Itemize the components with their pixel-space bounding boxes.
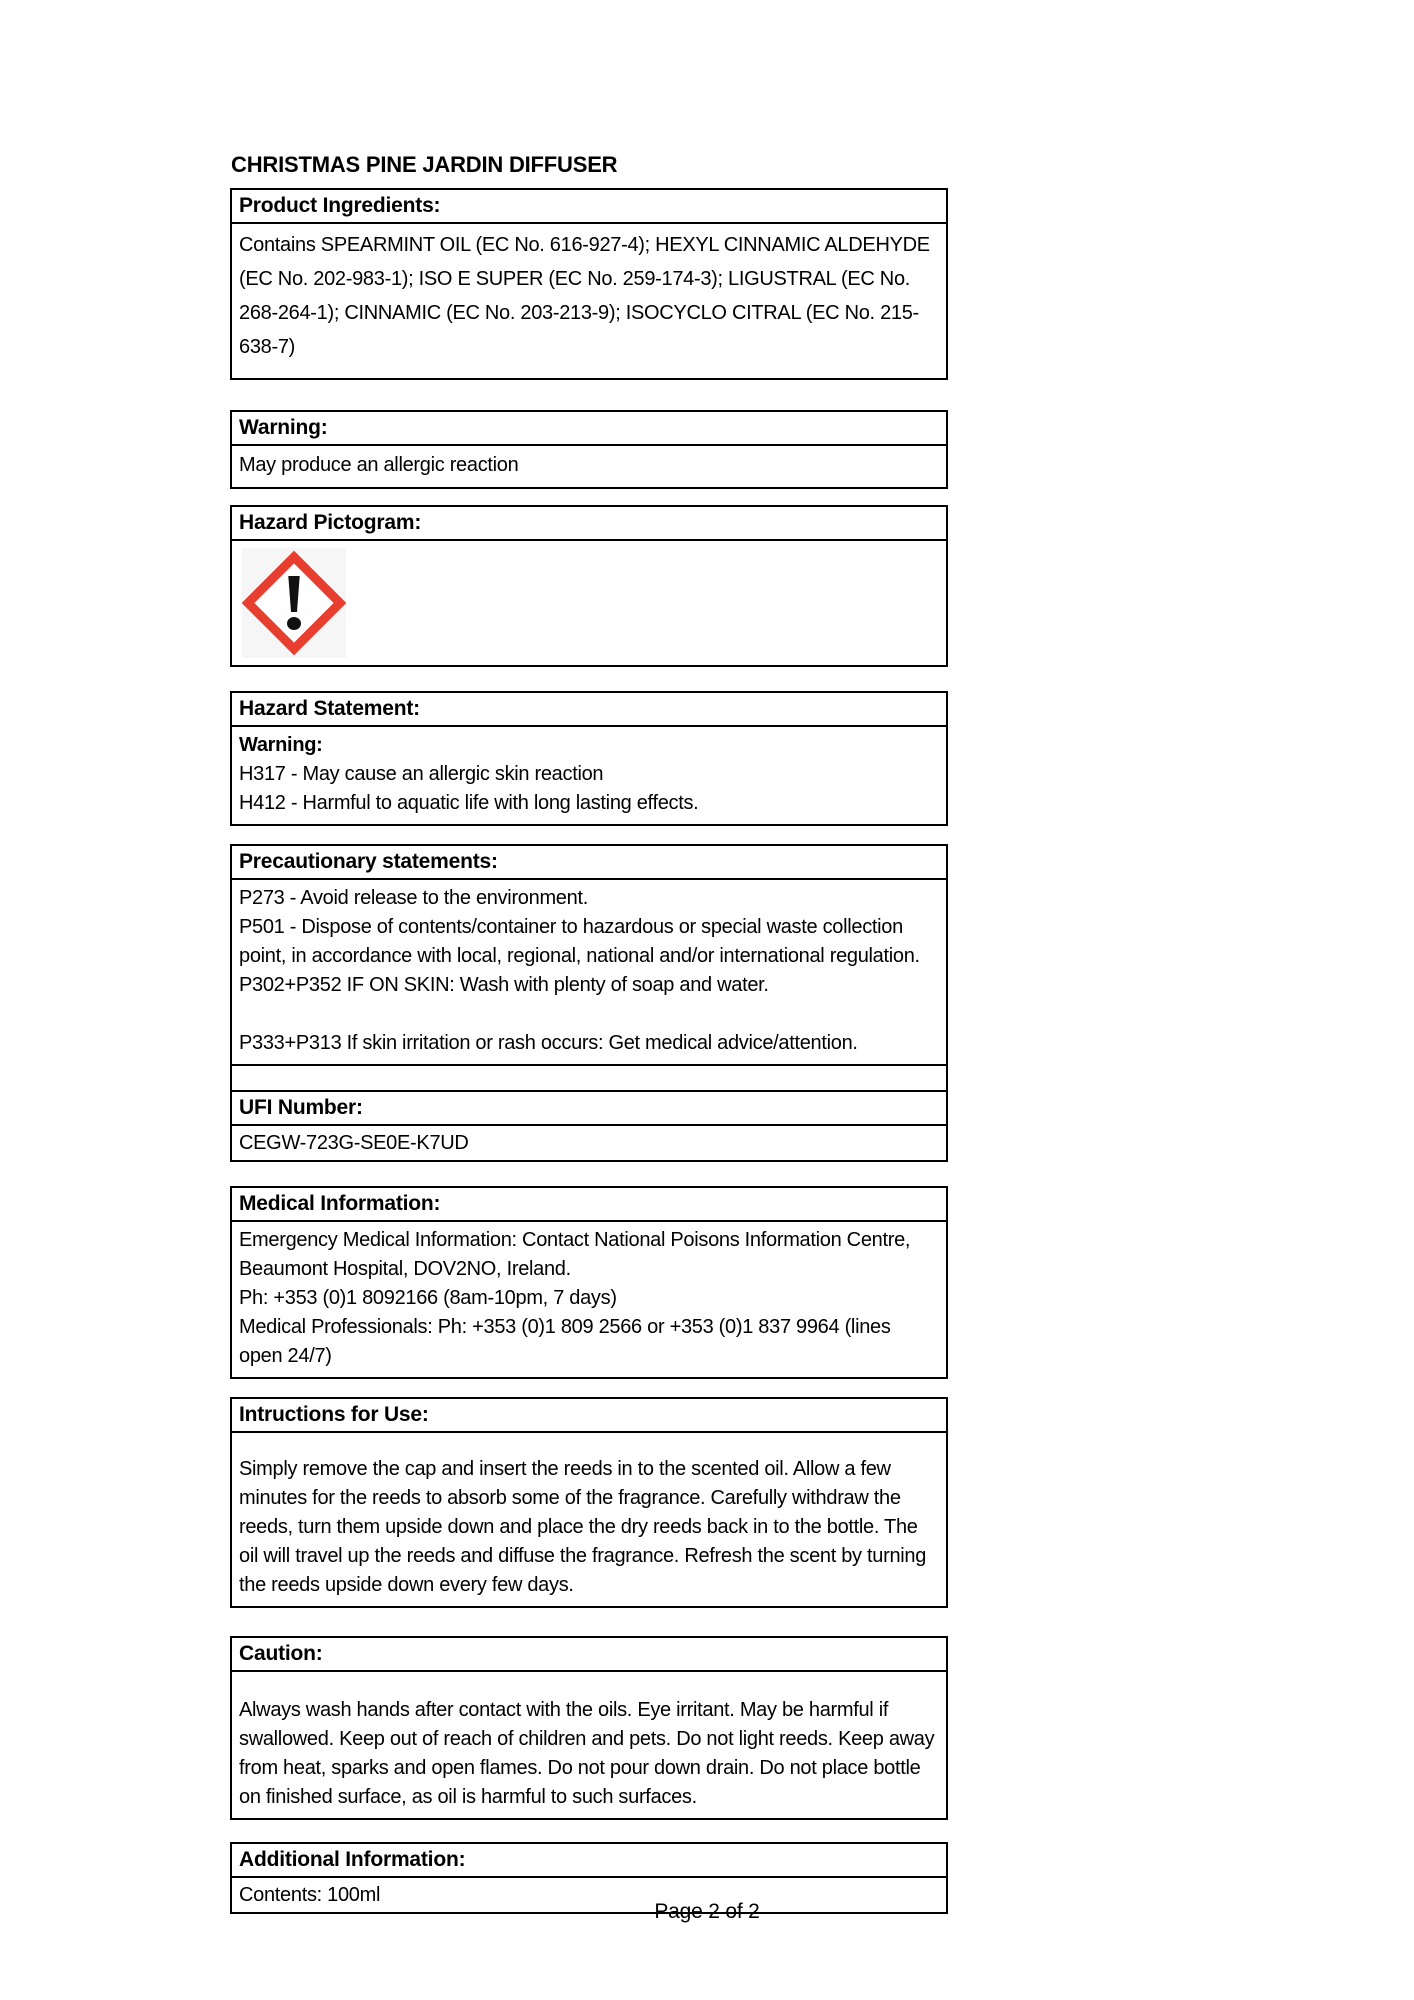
hazard-pictogram-body <box>232 541 946 665</box>
precautionary-blank-line <box>239 1000 939 1029</box>
product-ingredients-section <box>230 188 948 380</box>
warning-header: Warning: <box>232 412 946 446</box>
precautionary-line-p333-p313: P333+P313 If skin irritation or rash occurs: Get medical advice/attention. <box>239 1032 858 1054</box>
content-column <box>230 150 948 1914</box>
medical-information-section <box>230 1186 948 1379</box>
medical-information-header: Medical Information: <box>232 1188 946 1222</box>
hazard-statement-body <box>232 727 946 824</box>
hazard-statement-header: Hazard Statement: <box>232 693 946 727</box>
hazard-signal-word: Warning: <box>239 734 323 756</box>
page-number: Page 2 of 2 <box>654 1900 760 1923</box>
caution-section <box>230 1636 948 1820</box>
caution-header: Caution: <box>232 1638 946 1672</box>
additional-information-value: Contents: 100ml <box>239 1884 381 1906</box>
medical-line-professionals: Medical Professionals: Ph: +353 (0)1 809 2566 or +353 (0)1 837 9964 (lines open 24/7) <box>239 1316 891 1367</box>
precautionary-header: Precautionary statements: <box>232 846 946 880</box>
warning-section <box>230 410 948 489</box>
instructions-section <box>230 1397 948 1608</box>
instructions-body: Simply remove the cap and insert the reeds in to the scented oil. Allow a few minutes for the reeds to absorb some of the fragrance. Carefully withdraw the reeds, turn them upside down and place the dry reeds back in to the bottle. The oil will travel up the reeds and diffuse the fragrance. Refresh the scent by turning the reeds upside down every few days. <box>239 1458 927 1596</box>
additional-information-header: Additional Information: <box>232 1844 946 1878</box>
ufi-number-header: UFI Number: <box>232 1090 946 1124</box>
precautionary-ufi-section <box>230 844 948 1162</box>
precautionary-body <box>232 880 946 1064</box>
product-ingredients-body: Contains SPEARMINT OIL (EC No. 616-927-4); HEXYL CINNAMIC ALDEHYDE (EC No. 202-983-1); ISO E SUPER (EC No. 259-174-3); LIGUSTRAL (EC No. 268-264-1); CINNAMIC (EC No. 203-213-9); ISOCYCLO CITRAL (EC No. 215-638-7) <box>239 234 930 358</box>
empty-spacer-row <box>232 1064 946 1090</box>
medical-information-body <box>232 1222 946 1377</box>
precautionary-line-p273: P273 - Avoid release to the environment. <box>239 887 588 909</box>
product-ingredients-header: Product Ingredients: <box>232 190 946 224</box>
hazard-statement-section <box>230 691 948 826</box>
ghs07-exclamation-pictogram-icon <box>242 548 346 658</box>
hazard-line-h412: H412 - Harmful to aquatic life with long lasting effects. <box>239 792 699 814</box>
precautionary-line-p501: P501 - Dispose of contents/container to hazardous or special waste collection point, in accordance with local, regional, national and/or international regulation. <box>239 916 920 967</box>
page-title: CHRISTMAS PINE JARDIN DIFFUSER <box>231 152 618 177</box>
medical-line-emergency: Emergency Medical Information: Contact National Poisons Information Centre, Beaumont Hospital, DOV2NO, Ireland. <box>239 1229 911 1280</box>
hazard-line-h317: H317 - May cause an allergic skin reaction <box>239 763 604 785</box>
instructions-header: Intructions for Use: <box>232 1399 946 1433</box>
hazard-pictogram-header: Hazard Pictogram: <box>232 507 946 541</box>
hazard-pictogram-section <box>230 505 948 667</box>
precautionary-line-p302-p352: P302+P352 IF ON SKIN: Wash with plenty of soap and water. <box>239 974 769 996</box>
warning-body: May produce an allergic reaction <box>239 454 519 476</box>
caution-body: Always wash hands after contact with the oils. Eye irritant. May be harmful if swallowed. Keep out of reach of children and pets. Do not light reeds. Keep away from heat, sparks and open flames. Do not pour down drain. Do not place bottle on finished surface, as oil is harmful to such surfaces. <box>239 1699 935 1808</box>
ufi-number-value: CEGW-723G-SE0E-K7UD <box>232 1124 946 1160</box>
exclamation-mark-icon <box>242 576 346 630</box>
medical-line-phone: Ph: +353 (0)1 8092166 (8am-10pm, 7 days) <box>239 1287 617 1309</box>
